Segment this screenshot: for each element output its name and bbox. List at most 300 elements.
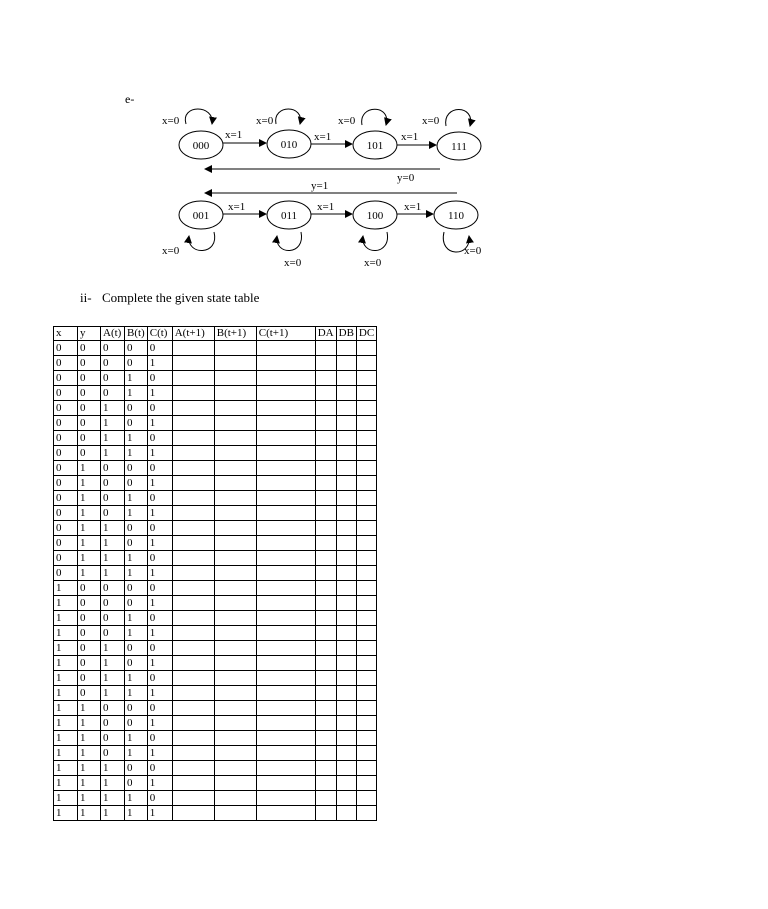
empty-answer-cell[interactable] (172, 611, 214, 626)
empty-answer-cell[interactable] (336, 641, 356, 656)
table-cell: 0 (78, 626, 101, 641)
table-cell: 0 (54, 416, 78, 431)
empty-answer-cell[interactable] (315, 341, 336, 356)
empty-answer-cell[interactable] (214, 581, 256, 596)
empty-answer-cell[interactable] (214, 641, 256, 656)
state-100-label: 100 (366, 210, 384, 222)
empty-answer-cell[interactable] (315, 536, 336, 551)
empty-answer-cell[interactable] (356, 596, 376, 611)
empty-answer-cell[interactable] (315, 806, 336, 821)
empty-answer-cell[interactable] (172, 596, 214, 611)
empty-answer-cell[interactable] (315, 581, 336, 596)
empty-answer-cell[interactable] (315, 416, 336, 431)
empty-answer-cell[interactable] (256, 581, 315, 596)
empty-answer-cell[interactable] (336, 626, 356, 641)
back-arrow-y0-label: y=0 (397, 172, 415, 184)
empty-answer-cell[interactable] (356, 521, 376, 536)
empty-answer-cell[interactable] (214, 656, 256, 671)
empty-answer-cell[interactable] (172, 761, 214, 776)
empty-answer-cell[interactable] (336, 371, 356, 386)
empty-answer-cell[interactable] (214, 461, 256, 476)
empty-answer-cell[interactable] (214, 401, 256, 416)
empty-answer-cell[interactable] (214, 371, 256, 386)
empty-answer-cell[interactable] (356, 551, 376, 566)
table-cell: 1 (54, 611, 78, 626)
empty-answer-cell[interactable] (172, 626, 214, 641)
table-cell: 0 (78, 371, 101, 386)
empty-answer-cell[interactable] (214, 761, 256, 776)
empty-answer-cell[interactable] (172, 671, 214, 686)
header-da: DA (315, 327, 336, 341)
state-010-label: 010 (280, 139, 298, 151)
table-cell: 0 (125, 461, 148, 476)
empty-answer-cell[interactable] (256, 506, 315, 521)
self-loop-010 (276, 109, 301, 124)
empty-answer-cell[interactable] (315, 491, 336, 506)
table-cell: 0 (78, 671, 101, 686)
empty-answer-cell[interactable] (214, 686, 256, 701)
empty-answer-cell[interactable] (214, 626, 256, 641)
empty-answer-cell[interactable] (336, 731, 356, 746)
empty-answer-cell[interactable] (256, 446, 315, 461)
table-cell: 1 (101, 566, 125, 581)
table-cell: 0 (125, 536, 148, 551)
empty-answer-cell[interactable] (336, 416, 356, 431)
empty-answer-cell[interactable] (172, 701, 214, 716)
empty-answer-cell[interactable] (336, 686, 356, 701)
table-cell: 1 (78, 491, 101, 506)
arrow-001-011-label: x=1 (228, 201, 246, 213)
empty-answer-cell[interactable] (356, 476, 376, 491)
empty-answer-cell[interactable] (336, 341, 356, 356)
section-heading (80, 290, 259, 306)
table-cell: 1 (78, 806, 101, 821)
empty-answer-cell[interactable] (315, 731, 336, 746)
empty-answer-cell[interactable] (256, 791, 315, 806)
empty-answer-cell[interactable] (256, 551, 315, 566)
empty-answer-cell[interactable] (172, 506, 214, 521)
table-cell: 1 (101, 686, 125, 701)
empty-answer-cell[interactable] (356, 626, 376, 641)
empty-answer-cell[interactable] (315, 446, 336, 461)
table-cell: 1 (54, 806, 78, 821)
table-cell: 1 (78, 776, 101, 791)
state-000 (179, 131, 223, 159)
empty-answer-cell[interactable] (214, 746, 256, 761)
empty-answer-cell[interactable] (315, 656, 336, 671)
table-cell: 0 (125, 776, 148, 791)
table-cell: 0 (125, 341, 148, 356)
table-cell: 0 (125, 656, 148, 671)
empty-answer-cell[interactable] (172, 356, 214, 371)
empty-answer-cell[interactable] (336, 581, 356, 596)
empty-answer-cell[interactable] (315, 386, 336, 401)
header-x: x (54, 327, 78, 341)
table-cell: 0 (101, 746, 125, 761)
empty-answer-cell[interactable] (336, 566, 356, 581)
empty-answer-cell[interactable] (336, 491, 356, 506)
empty-answer-cell[interactable] (214, 806, 256, 821)
empty-answer-cell[interactable] (172, 686, 214, 701)
empty-answer-cell[interactable] (172, 401, 214, 416)
table-cell: 0 (78, 386, 101, 401)
empty-answer-cell[interactable] (356, 806, 376, 821)
empty-answer-cell[interactable] (172, 566, 214, 581)
empty-answer-cell[interactable] (356, 431, 376, 446)
table-cell: 0 (54, 401, 78, 416)
table-cell: 1 (54, 581, 78, 596)
empty-answer-cell[interactable] (336, 701, 356, 716)
empty-answer-cell[interactable] (172, 416, 214, 431)
table-cell: 0 (147, 701, 172, 716)
empty-answer-cell[interactable] (336, 476, 356, 491)
empty-answer-cell[interactable] (214, 491, 256, 506)
table-cell: 0 (147, 491, 172, 506)
table-row (54, 491, 377, 506)
empty-answer-cell[interactable] (172, 746, 214, 761)
empty-answer-cell[interactable] (256, 596, 315, 611)
self-loop-111-label: x=0 (422, 115, 440, 127)
table-row (54, 551, 377, 566)
table-cell: 1 (78, 701, 101, 716)
empty-answer-cell[interactable] (172, 806, 214, 821)
self-loop-101 (362, 109, 387, 125)
empty-answer-cell[interactable] (356, 491, 376, 506)
empty-answer-cell[interactable] (336, 611, 356, 626)
empty-answer-cell[interactable] (214, 551, 256, 566)
empty-answer-cell[interactable] (214, 776, 256, 791)
table-cell: 1 (125, 806, 148, 821)
table-cell: 0 (101, 371, 125, 386)
state-100 (353, 201, 397, 229)
empty-answer-cell[interactable] (256, 476, 315, 491)
table-cell: 1 (147, 566, 172, 581)
empty-answer-cell[interactable] (315, 401, 336, 416)
empty-answer-cell[interactable] (214, 476, 256, 491)
table-cell: 0 (54, 386, 78, 401)
arrow-000-010-label: x=1 (225, 129, 243, 141)
empty-answer-cell[interactable] (256, 776, 315, 791)
empty-answer-cell[interactable] (172, 446, 214, 461)
empty-answer-cell[interactable] (172, 476, 214, 491)
table-cell: 1 (54, 716, 78, 731)
empty-answer-cell[interactable] (256, 386, 315, 401)
table-cell: 0 (101, 506, 125, 521)
table-cell: 1 (147, 806, 172, 821)
empty-answer-cell[interactable] (256, 761, 315, 776)
empty-answer-cell[interactable] (315, 596, 336, 611)
arrow-100-110-label: x=1 (404, 201, 422, 213)
empty-answer-cell[interactable] (315, 776, 336, 791)
empty-answer-cell[interactable] (315, 791, 336, 806)
table-cell: 1 (147, 506, 172, 521)
empty-answer-cell[interactable] (256, 341, 315, 356)
empty-answer-cell[interactable] (256, 461, 315, 476)
table-cell: 1 (147, 596, 172, 611)
empty-answer-cell[interactable] (356, 506, 376, 521)
empty-answer-cell[interactable] (356, 686, 376, 701)
empty-answer-cell[interactable] (356, 341, 376, 356)
table-cell: 0 (147, 761, 172, 776)
table-cell: 1 (78, 506, 101, 521)
empty-answer-cell[interactable] (356, 461, 376, 476)
empty-answer-cell[interactable] (214, 566, 256, 581)
table-row (54, 641, 377, 656)
empty-answer-cell[interactable] (356, 446, 376, 461)
table-cell: 0 (125, 716, 148, 731)
empty-answer-cell[interactable] (356, 746, 376, 761)
empty-answer-cell[interactable] (172, 581, 214, 596)
empty-answer-cell[interactable] (172, 791, 214, 806)
empty-answer-cell[interactable] (356, 701, 376, 716)
empty-answer-cell[interactable] (356, 731, 376, 746)
table-row (54, 746, 377, 761)
empty-answer-cell[interactable] (214, 671, 256, 686)
empty-answer-cell[interactable] (172, 431, 214, 446)
table-cell: 1 (125, 686, 148, 701)
table-cell: 0 (101, 596, 125, 611)
empty-answer-cell[interactable] (172, 371, 214, 386)
header-a-t: A(t) (101, 327, 125, 341)
state-111 (437, 132, 481, 160)
table-cell: 1 (101, 761, 125, 776)
table-cell: 1 (101, 551, 125, 566)
empty-answer-cell[interactable] (172, 656, 214, 671)
table-cell: 1 (125, 491, 148, 506)
empty-answer-cell[interactable] (336, 596, 356, 611)
empty-answer-cell[interactable] (315, 641, 336, 656)
empty-answer-cell[interactable] (336, 806, 356, 821)
empty-answer-cell[interactable] (336, 746, 356, 761)
empty-answer-cell[interactable] (256, 686, 315, 701)
empty-answer-cell[interactable] (172, 731, 214, 746)
empty-answer-cell[interactable] (214, 731, 256, 746)
table-cell: 0 (101, 731, 125, 746)
table-cell: 1 (147, 476, 172, 491)
empty-answer-cell[interactable] (336, 776, 356, 791)
empty-answer-cell[interactable] (214, 701, 256, 716)
empty-answer-cell[interactable] (172, 491, 214, 506)
table-cell: 1 (147, 536, 172, 551)
table-cell: 0 (125, 416, 148, 431)
table-cell: 1 (147, 656, 172, 671)
empty-answer-cell[interactable] (256, 716, 315, 731)
table-row (54, 686, 377, 701)
empty-answer-cell[interactable] (315, 371, 336, 386)
table-cell: 1 (78, 716, 101, 731)
table-cell: 1 (147, 386, 172, 401)
state-111-label: 111 (451, 141, 467, 153)
empty-answer-cell[interactable] (356, 776, 376, 791)
empty-answer-cell[interactable] (356, 401, 376, 416)
table-row (54, 626, 377, 641)
empty-answer-cell[interactable] (315, 761, 336, 776)
table-row (54, 716, 377, 731)
empty-answer-cell[interactable] (172, 716, 214, 731)
empty-answer-cell[interactable] (214, 386, 256, 401)
empty-answer-cell[interactable] (315, 476, 336, 491)
table-cell: 1 (54, 641, 78, 656)
empty-answer-cell[interactable] (214, 596, 256, 611)
empty-answer-cell[interactable] (336, 791, 356, 806)
empty-answer-cell[interactable] (214, 536, 256, 551)
empty-answer-cell[interactable] (315, 461, 336, 476)
table-cell: 0 (147, 611, 172, 626)
empty-answer-cell[interactable] (356, 641, 376, 656)
empty-answer-cell[interactable] (336, 536, 356, 551)
empty-answer-cell[interactable] (315, 686, 336, 701)
empty-answer-cell[interactable] (214, 716, 256, 731)
state-110-label: 110 (447, 210, 465, 222)
table-cell: 0 (101, 716, 125, 731)
empty-answer-cell[interactable] (315, 506, 336, 521)
table-row (54, 656, 377, 671)
empty-answer-cell[interactable] (356, 716, 376, 731)
empty-answer-cell[interactable] (315, 671, 336, 686)
empty-answer-cell[interactable] (315, 746, 336, 761)
empty-answer-cell[interactable] (172, 536, 214, 551)
empty-answer-cell[interactable] (172, 461, 214, 476)
empty-answer-cell[interactable] (214, 446, 256, 461)
table-cell: 1 (78, 521, 101, 536)
empty-answer-cell[interactable] (256, 356, 315, 371)
empty-answer-cell[interactable] (256, 746, 315, 761)
empty-answer-cell[interactable] (214, 611, 256, 626)
empty-answer-cell[interactable] (356, 536, 376, 551)
empty-answer-cell[interactable] (356, 791, 376, 806)
table-cell: 1 (54, 686, 78, 701)
empty-answer-cell[interactable] (356, 611, 376, 626)
empty-answer-cell[interactable] (256, 611, 315, 626)
empty-answer-cell[interactable] (256, 641, 315, 656)
empty-answer-cell[interactable] (356, 371, 376, 386)
empty-answer-cell[interactable] (336, 386, 356, 401)
table-cell: 1 (78, 566, 101, 581)
empty-answer-cell[interactable] (315, 566, 336, 581)
empty-answer-cell[interactable] (256, 521, 315, 536)
empty-answer-cell[interactable] (256, 431, 315, 446)
empty-answer-cell[interactable] (315, 611, 336, 626)
empty-answer-cell[interactable] (336, 521, 356, 536)
table-cell: 1 (78, 551, 101, 566)
empty-answer-cell[interactable] (256, 731, 315, 746)
table-row (54, 566, 377, 581)
empty-answer-cell[interactable] (336, 761, 356, 776)
empty-answer-cell[interactable] (256, 626, 315, 641)
empty-answer-cell[interactable] (172, 551, 214, 566)
table-cell: 1 (101, 671, 125, 686)
empty-answer-cell[interactable] (356, 386, 376, 401)
empty-answer-cell[interactable] (315, 521, 336, 536)
table-cell: 0 (54, 371, 78, 386)
table-cell: 1 (147, 626, 172, 641)
empty-answer-cell[interactable] (356, 356, 376, 371)
empty-answer-cell[interactable] (214, 791, 256, 806)
empty-answer-cell[interactable] (214, 416, 256, 431)
table-cell: 1 (125, 551, 148, 566)
empty-answer-cell[interactable] (356, 581, 376, 596)
table-row (54, 791, 377, 806)
empty-answer-cell[interactable] (172, 386, 214, 401)
empty-answer-cell[interactable] (172, 341, 214, 356)
empty-answer-cell[interactable] (256, 401, 315, 416)
table-cell: 1 (147, 416, 172, 431)
empty-answer-cell[interactable] (356, 761, 376, 776)
empty-answer-cell[interactable] (214, 431, 256, 446)
empty-answer-cell[interactable] (214, 356, 256, 371)
table-cell: 1 (101, 656, 125, 671)
empty-answer-cell[interactable] (315, 551, 336, 566)
table-row (54, 341, 377, 356)
table-row (54, 356, 377, 371)
table-cell: 1 (147, 356, 172, 371)
empty-answer-cell[interactable] (172, 521, 214, 536)
empty-answer-cell[interactable] (315, 701, 336, 716)
table-cell: 1 (125, 566, 148, 581)
empty-answer-cell[interactable] (256, 536, 315, 551)
empty-answer-cell[interactable] (256, 671, 315, 686)
header-y: y (78, 327, 101, 341)
empty-answer-cell[interactable] (214, 341, 256, 356)
empty-answer-cell[interactable] (336, 551, 356, 566)
table-cell: 0 (101, 491, 125, 506)
empty-answer-cell[interactable] (336, 356, 356, 371)
empty-answer-cell[interactable] (172, 641, 214, 656)
empty-answer-cell[interactable] (336, 671, 356, 686)
empty-answer-cell[interactable] (315, 356, 336, 371)
table-cell: 0 (78, 431, 101, 446)
empty-answer-cell[interactable] (256, 701, 315, 716)
header-c-t: C(t) (147, 327, 172, 341)
empty-answer-cell[interactable] (336, 431, 356, 446)
part-label: e- (125, 92, 135, 106)
empty-answer-cell[interactable] (256, 566, 315, 581)
empty-answer-cell[interactable] (315, 431, 336, 446)
table-cell: 1 (125, 791, 148, 806)
table-cell: 1 (101, 776, 125, 791)
empty-answer-cell[interactable] (356, 656, 376, 671)
table-cell: 0 (101, 386, 125, 401)
empty-answer-cell[interactable] (336, 506, 356, 521)
table-cell: 1 (125, 431, 148, 446)
table-cell: 0 (54, 521, 78, 536)
self-loop-010-label: x=0 (256, 115, 274, 127)
table-cell: 0 (101, 611, 125, 626)
empty-answer-cell[interactable] (315, 716, 336, 731)
empty-answer-cell[interactable] (356, 566, 376, 581)
empty-answer-cell[interactable] (214, 506, 256, 521)
empty-answer-cell[interactable] (315, 626, 336, 641)
table-cell: 0 (101, 581, 125, 596)
empty-answer-cell[interactable] (356, 416, 376, 431)
state-001 (179, 201, 223, 229)
empty-answer-cell[interactable] (336, 656, 356, 671)
empty-answer-cell[interactable] (172, 776, 214, 791)
empty-answer-cell[interactable] (356, 671, 376, 686)
empty-answer-cell[interactable] (256, 656, 315, 671)
table-row (54, 701, 377, 716)
empty-answer-cell[interactable] (256, 491, 315, 506)
empty-answer-cell[interactable] (336, 461, 356, 476)
empty-answer-cell[interactable] (256, 371, 315, 386)
empty-answer-cell[interactable] (336, 716, 356, 731)
empty-answer-cell[interactable] (256, 806, 315, 821)
empty-answer-cell[interactable] (214, 521, 256, 536)
empty-answer-cell[interactable] (256, 416, 315, 431)
empty-answer-cell[interactable] (336, 401, 356, 416)
table-cell: 0 (54, 431, 78, 446)
empty-answer-cell[interactable] (336, 446, 356, 461)
